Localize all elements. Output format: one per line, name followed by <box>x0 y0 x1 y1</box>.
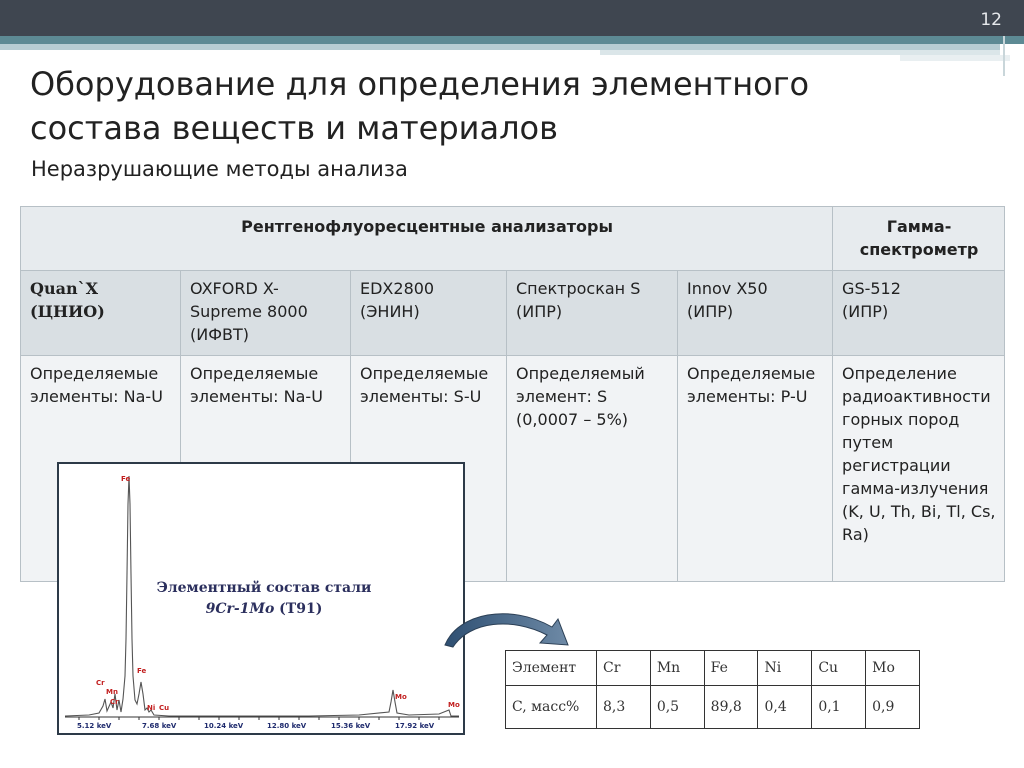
description-cell: Определяемые элементы: Na-U <box>181 356 351 582</box>
slide-title <box>30 62 930 150</box>
title-line-2: состава веществ и материалов <box>30 109 558 147</box>
composition-values-row <box>506 686 920 729</box>
model-name: EDX2800 <box>360 279 435 298</box>
model-name: OXFORD X-Supreme 8000 <box>190 279 308 321</box>
axis-tick-label: 5.12 keV <box>77 722 112 730</box>
model-name: Quan`X <box>30 279 98 298</box>
composition-value-cell: 0,4 <box>758 686 812 729</box>
composition-header-cell: Cr <box>597 651 651 686</box>
model-org: (ЭНИН) <box>360 302 420 321</box>
spectrum-caption <box>139 578 389 620</box>
peak-label-mo: Mo <box>395 693 407 701</box>
model-cell <box>351 271 507 356</box>
caption-line-2 <box>139 599 389 620</box>
model-org: (ИФВТ) <box>190 325 249 344</box>
composition-value-cell: C, масс% <box>506 686 597 729</box>
accent-stripe <box>0 36 1024 44</box>
peak-label-ni: Ni <box>147 704 156 712</box>
table-header-row <box>21 207 1005 271</box>
slide-number: 12 <box>980 10 1002 30</box>
model-cell <box>833 271 1005 356</box>
title-line-1: Оборудование для определения элементного <box>30 65 810 103</box>
model-cell <box>181 271 351 356</box>
peak-label-mo-2: Mo <box>448 701 460 709</box>
description-cell: Определяемые элементы: P-U <box>678 356 833 582</box>
model-name: GS-512 <box>842 279 901 298</box>
caption-grade: (T91) <box>274 601 323 617</box>
axis-tick-label: 7.68 keV <box>142 722 177 730</box>
composition-value-cell: 0,5 <box>650 686 704 729</box>
accent-stripe-fade-2 <box>900 55 1010 61</box>
composition-header-row <box>506 651 920 686</box>
composition-value-cell: 0,1 <box>812 686 866 729</box>
models-row <box>21 271 1005 356</box>
xrf-spectrum-figure <box>57 462 465 735</box>
axis-tick-label: 12.80 keV <box>267 722 307 730</box>
peak-label-cr: Cr <box>96 679 105 687</box>
model-org: (ИПР) <box>516 302 563 321</box>
description-cell: Определяемые элементы: S-U <box>351 356 507 582</box>
composition-value-cell: 89,8 <box>704 686 758 729</box>
model-org: (ЦНИО) <box>30 302 105 321</box>
composition-value-cell: 0,9 <box>866 686 920 729</box>
model-org: (ИПР) <box>842 302 889 321</box>
model-cell <box>507 271 678 356</box>
composition-header-cell: Mn <box>650 651 704 686</box>
decorative-line <box>1003 36 1005 76</box>
composition-header-cell: Ni <box>758 651 812 686</box>
peak-label-fe-top: Fe <box>121 475 131 483</box>
composition-value-cell: 8,3 <box>597 686 651 729</box>
caption-alloy: 9Cr-1Mo <box>205 601 275 617</box>
axis-tick-label: 17.92 keV <box>395 722 435 730</box>
description-cell: Определяемые элементы: Na-U <box>21 356 181 582</box>
peak-label-fe-2: Fe <box>137 667 147 675</box>
curved-arrow-icon <box>440 605 580 650</box>
header-xrf: Рентгенофлуоресцентные анализаторы <box>21 207 833 271</box>
caption-line-1: Элементный состав стали <box>156 580 372 596</box>
description-cell: Определение радиоактивности горных пород путем регистрации гамма-излучения (K, U, Th, Bi, Tl, Cs, Ra) <box>833 356 1005 582</box>
composition-table <box>505 650 920 729</box>
axis-tick-label: 10.24 keV <box>204 722 244 730</box>
model-cell <box>678 271 833 356</box>
peak-label-mn: Mn <box>106 688 118 696</box>
header-gamma: Гамма-спектрометр <box>833 207 1005 271</box>
slide-subtitle: Неразрушающие методы анализа <box>31 157 408 181</box>
axis-tick-label: 15.36 keV <box>331 722 371 730</box>
top-bar <box>0 0 1024 36</box>
model-cell <box>21 271 181 356</box>
peak-label-cu: Cu <box>159 704 170 712</box>
composition-header-cell: Элемент <box>506 651 597 686</box>
composition-header-cell: Cu <box>812 651 866 686</box>
composition-header-cell: Fe <box>704 651 758 686</box>
model-org: (ИПР) <box>687 302 734 321</box>
model-name: Innov X50 <box>687 279 768 298</box>
composition-header-cell: Mo <box>866 651 920 686</box>
description-cell: Определяемый элемент: S (0,0007 – 5%) <box>507 356 678 582</box>
peak-label-cr-2: Cr <box>110 698 119 706</box>
model-name: Спектроскан S <box>516 279 641 298</box>
